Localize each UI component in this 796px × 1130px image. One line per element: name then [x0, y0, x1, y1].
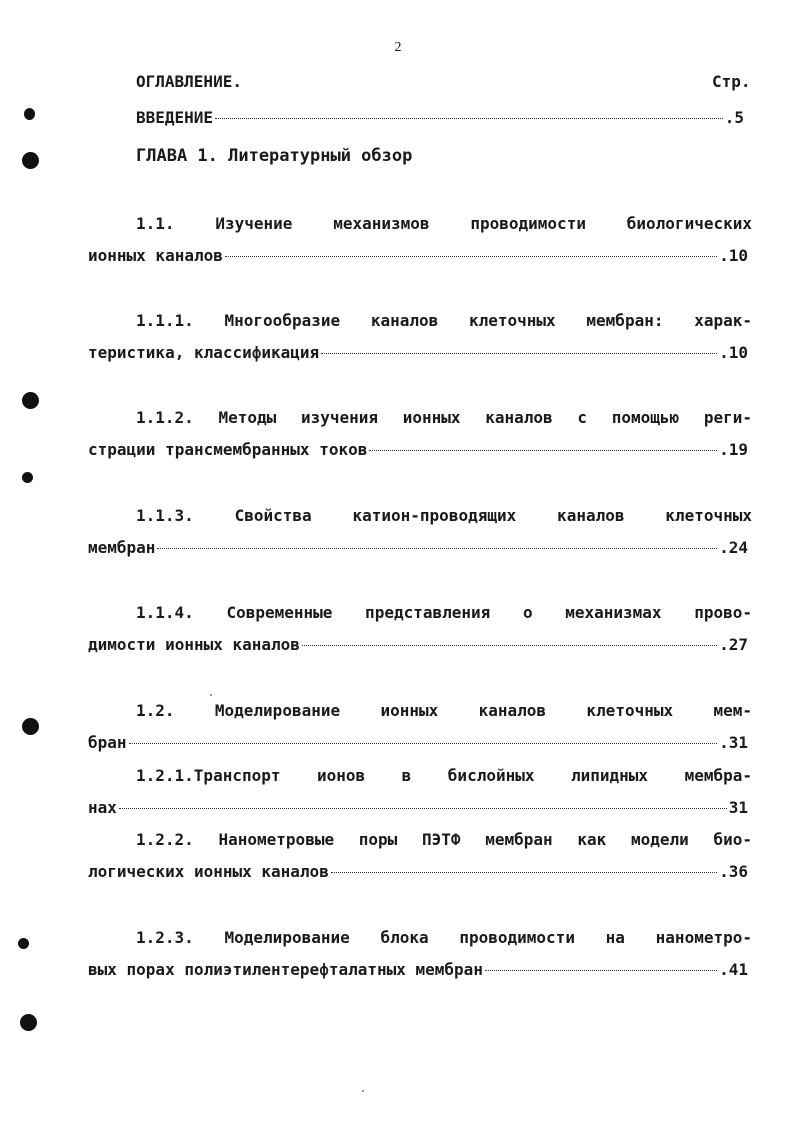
toc-title: ОГЛАВЛЕНИЕ.	[136, 72, 242, 91]
entry-page: 31	[728, 798, 748, 817]
toc-entry-1-1-1-line1[interactable]: 1.1.1. Многообразие каналов клеточных мембран: харак-	[136, 311, 752, 330]
entry-page: .36	[719, 862, 748, 881]
toc-entry-intro[interactable]	[136, 108, 744, 127]
toc-entry-1-1-4-line1[interactable]: 1.1.4. Современные представления о механизмах прово-	[136, 603, 752, 622]
binder-hole-mark	[18, 938, 29, 949]
toc-entry-1-1-3-line1[interactable]: 1.1.3. Свойства катион-проводящих каналов клеточных	[136, 506, 752, 525]
page-number: 2	[394, 40, 402, 55]
leader-dots	[321, 353, 717, 354]
entry-page: .27	[719, 635, 748, 654]
leader-dots	[331, 872, 717, 873]
entry-page: .5	[724, 108, 744, 127]
leader-dots	[225, 256, 717, 257]
toc-entry-1-2-line1[interactable]: 1.2. Моделирование ионных каналов клеточных мем-	[136, 701, 752, 720]
leader-dots	[157, 548, 717, 549]
entry-page: .10	[719, 246, 748, 265]
entry-title: страции трансмембранных токов	[88, 440, 368, 459]
leader-dots	[129, 743, 718, 744]
toc-entry-1-2-2[interactable]	[88, 862, 748, 881]
binder-hole-mark	[22, 392, 39, 409]
entry-page: .24	[719, 538, 748, 557]
binder-hole-mark	[22, 718, 39, 735]
toc-entry-1-1[interactable]	[88, 246, 748, 265]
toc-entry-1-2-1-line1[interactable]: 1.2.1.Транспорт ионов в бислойных липидных мембра-	[136, 766, 752, 785]
scan-speck	[362, 1090, 364, 1092]
chapter-heading[interactable]: ГЛАВА 1. Литературный обзор	[136, 146, 413, 166]
toc-entry-1-1-2[interactable]	[88, 440, 748, 459]
toc-entry-1-2[interactable]	[88, 733, 748, 752]
toc-entry-1-2-2-line1[interactable]: 1.2.2. Нанометровые поры ПЭТФ мембран как модели био-	[136, 830, 752, 849]
entry-page: .31	[719, 733, 748, 752]
page-column-heading: Стр.	[712, 72, 751, 91]
entry-title: ионных каналов	[88, 246, 223, 265]
entry-title: мембран	[88, 538, 156, 557]
binder-hole-mark	[24, 108, 35, 120]
entry-title: логических ионных каналов	[88, 862, 329, 881]
leader-dots	[215, 118, 723, 119]
toc-entry-1-2-1[interactable]	[88, 798, 748, 817]
leader-dots	[119, 808, 727, 809]
binder-hole-mark	[22, 152, 39, 169]
toc-entry-1-1-3[interactable]	[88, 538, 748, 557]
toc-entry-1-1-1[interactable]	[88, 343, 748, 362]
toc-entry-1-1-2-line1[interactable]: 1.1.2. Методы изучения ионных каналов с помощью реги-	[136, 408, 752, 427]
toc-entry-1-1-line1[interactable]: 1.1. Изучение механизмов проводимости биологических	[136, 214, 752, 233]
leader-dots	[369, 450, 717, 451]
entry-title: бран	[88, 733, 127, 752]
scan-speck	[210, 694, 212, 696]
entry-title: ВВЕДЕНИЕ	[136, 108, 214, 127]
entry-page: .19	[719, 440, 748, 459]
entry-title: теристика, классификация	[88, 343, 320, 362]
binder-hole-mark	[22, 472, 33, 483]
leader-dots	[302, 645, 717, 646]
entry-title: вых порах полиэтилентерефталатных мембран	[88, 960, 483, 979]
entry-page: .10	[719, 343, 748, 362]
toc-entry-1-2-3[interactable]	[88, 960, 748, 979]
toc-entry-1-2-3-line1[interactable]: 1.2.3. Моделирование блока проводимости на нанометро-	[136, 928, 752, 947]
binder-hole-mark	[20, 1014, 37, 1031]
leader-dots	[485, 970, 717, 971]
entry-title: димости ионных каналов	[88, 635, 300, 654]
entry-title: нах	[88, 798, 117, 817]
toc-entry-1-1-4[interactable]	[88, 635, 748, 654]
entry-page: .41	[719, 960, 748, 979]
